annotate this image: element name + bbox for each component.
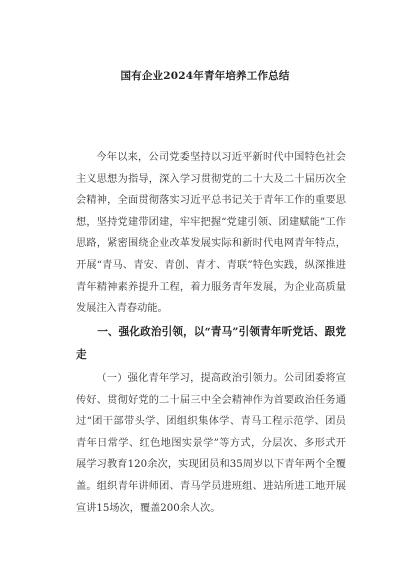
document-title: 国有企业2024年青年培养工作总结: [120, 70, 290, 82]
section-heading: 一、强化政治引领，以“青马”引领青年听党话、跟党走: [76, 326, 346, 361]
intro-paragraph: 今年以来，公司党委坚持以习近平新时代中国特色社会主义思想为指导，深入学习贯彻党的二十大及二十届历次全会精神，全面贯彻落实习近平总书记关于青年工作的重要思想，坚持党建带团建，牢牢把握“党建引领、团建赋能”工作思路，紧密围绕企业改革发展实际和新时代电网青年特点，开展“青马、青安、青创、青才、青联”特色实践，纵深推进青年精神素养提升工程，着力服务青年发展，为企业高质量发展注入青春动能。: [76, 152, 346, 315]
subsection-paragraph: （一）强化青年学习，提高政治引领力。公司团委将宣传好、贯彻好党的二十届三中全会精神作为首要政治任务通过“团干部带头学、团组织集体学、青马工程示范学、团员青年日常学、红色地图实景学”等方式，分层次、多形式开展学习教育120余次，实现团员和35周岁以下青年两个全覆盖。组织青年讲师团、青马学员进班组、进站所进工地开展宣讲15场次，覆盖200余人次。: [76, 373, 346, 514]
